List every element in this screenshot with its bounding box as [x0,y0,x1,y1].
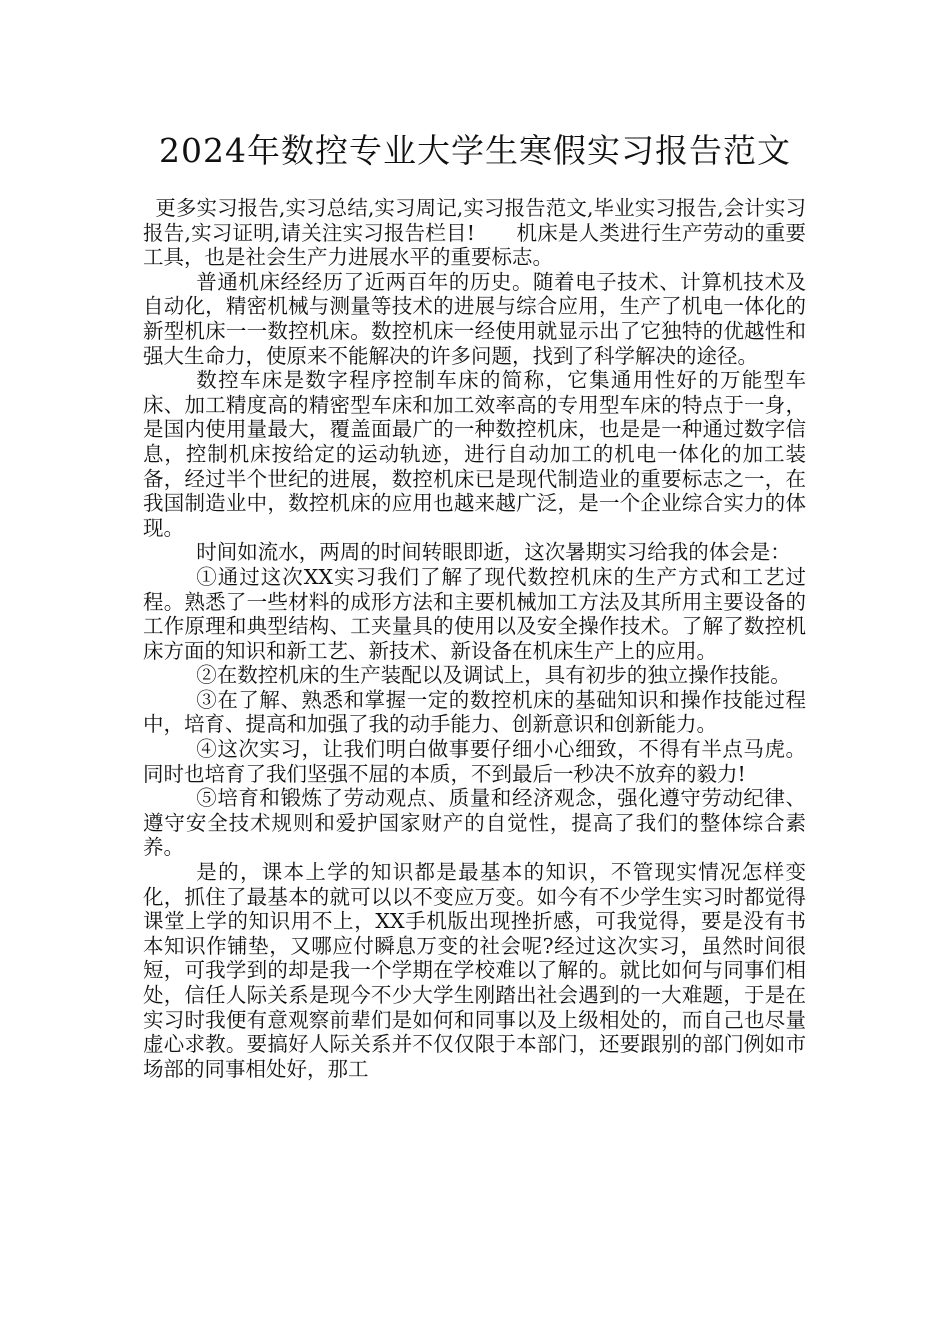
paragraph-intro: 更多实习报告,实习总结,实习周记,实习报告范文,毕业实习报告,会计实习报告,实习证明,请关注实习报告栏目! 机床是人类进行生产劳动的重要工具，也是社会生产力进展水平的重要标志。 [143,196,806,270]
paragraph-experience-intro: 时间如流水，两周的时间转眼即逝，这次暑期实习给我的体会是： [196,540,791,565]
paragraph-point-2: ②在数控机床的生产装配以及调试上，具有初步的独立操作技能。 [196,663,791,688]
paragraph-reflection: 是的，课本上学的知识都是最基本的知识，不管现实情况怎样变化，抓住了最基本的就可以以不变应万变。如今有不少学生实习时都觉得课堂上学的知识用不上，XX手机版出现挫折感，可我觉得，要是没有书本知识作铺垫，又哪应付瞬息万变的社会呢?经过这次实习，虽然时间很短，可我学到的却是我一个学期在学校难以了解的。就比如何与同事们相处，信任人际关系是现今不少大学生刚踏出社会遇到的一大难题，于是在实习时我便有意观察前辈们是如何和同事以及上级相处的，而自己也尽量虚心求教。要搞好人际关系并不仅仅限于本部门，还要跟别的部门例如市场部的同事相处好，那工 [143,860,806,1081]
paragraph-point-3: ③在了解、熟悉和掌握一定的数控机床的基础知识和操作技能过程中，培育、提高和加强了我的动手能力、创新意识和创新能力。 [143,687,806,737]
document-title: 2024年数控专业大学生寒假实习报告范文 [159,131,791,170]
paragraph-point-1: ①通过这次XX实习我们了解了现代数控机床的生产方式和工艺过程。熟悉了一些材料的成形方法和主要机械加工方法及其所用主要设备的工作原理和典型结构、工夹量具的使用以及安全操作技术。了解了数控机床方面的知识和新工艺、新技术、新设备在机床生产上的应用。 [143,564,806,663]
paragraph-cnc-lathe: 数控车床是数字程序控制车床的简称，它集通用性好的万能型车床、加工精度高的精密型车床和加工效率高的专用型车床的特点于一身，是国内使用量最大，覆盖面最广的一种数控机床，也是是一种通过数字信息，控制机床按给定的运动轨迹，进行自动加工的机电一体化的加工装备，经过半个世纪的进展，数控机床已是现代制造业的重要标志之一，在我国制造业中，数控机床的应用也越来越广泛，是一个企业综合实力的体现。 [143,368,806,540]
document-body [143,196,806,1081]
paragraph-point-5: ⑤培育和锻炼了劳动观点、质量和经济观念，强化遵守劳动纪律、遵守安全技术规则和爱护国家财产的自觉性，提高了我们的整体综合素养。 [143,786,806,860]
paragraph-history: 普通机床经经历了近两百年的历史。随着电子技术、计算机技术及自动化，精密机械与测量等技术的进展与综合应用，生产了机电一体化的新型机床一一数控机床。数控机床一经使用就显示出了它独特的优越性和强大生命力，使原来不能解决的许多问题，找到了科学解决的途径。 [143,269,806,368]
paragraph-point-4: ④这次实习，让我们明白做事要仔细小心细致，不得有半点马虎。同时也培育了我们坚强不屈的本质，不到最后一秒决不放弃的毅力! [143,737,806,786]
